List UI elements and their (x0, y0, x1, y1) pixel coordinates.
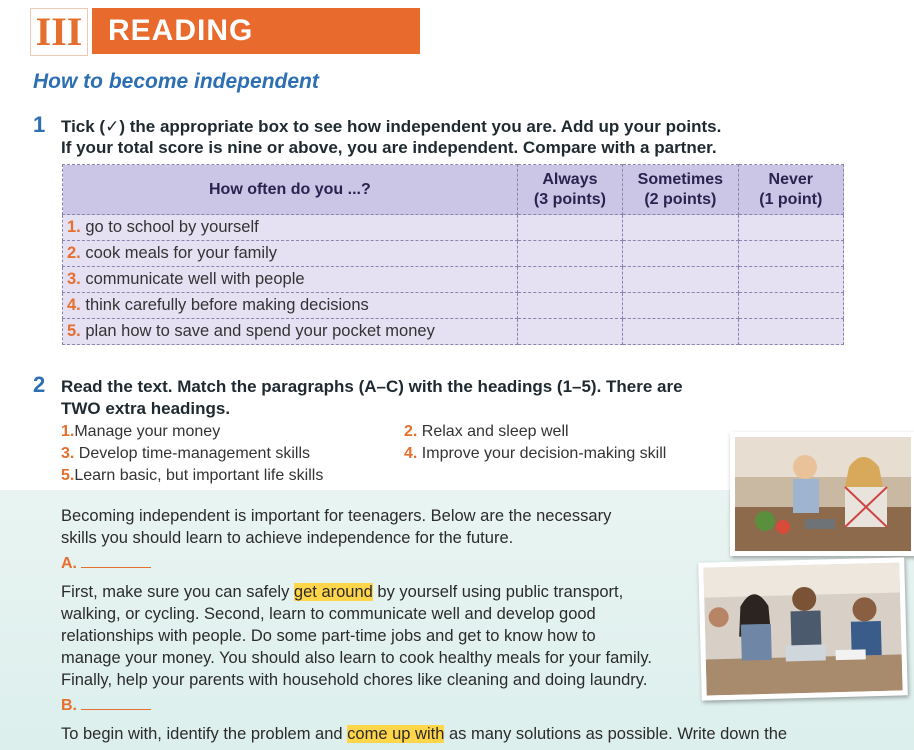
exercise-1-instruction-line2: If your total score is nine or above, you are independent. Compare with a partner. (61, 138, 717, 157)
col-always-points: (3 points) (533, 190, 606, 208)
heading-text: Relax and sleep well (421, 423, 569, 440)
heading-text: Learn basic, but important life skills (74, 467, 324, 484)
exercise-1-number: 1 (33, 112, 46, 137)
section-title: READING (92, 8, 420, 54)
table-row (63, 319, 844, 345)
sometimes-checkbox-cell[interactable] (623, 319, 738, 345)
exercise-2-instruction-line1: Read the text. Match the paragraphs (A–C) with the headings (1–5). There are (61, 377, 683, 396)
paragraph-a-line5: Finally, help your parents with household chores like cleaning and doing laundry. (61, 671, 648, 689)
sometimes-checkbox-cell[interactable] (623, 215, 738, 241)
students-photo (698, 557, 908, 700)
exercise-2-instruction-line2: TWO extra headings. (61, 399, 231, 418)
table-row (63, 267, 844, 293)
never-checkbox-cell[interactable] (738, 215, 843, 241)
always-checkbox-cell[interactable] (517, 215, 622, 241)
col-never-header (738, 165, 843, 215)
passage-intro-line2: skills you should learn to achieve independence for the future. (61, 529, 514, 547)
never-checkbox-cell[interactable] (738, 267, 843, 293)
question-cell (63, 267, 518, 293)
answer-blank[interactable] (81, 709, 151, 710)
paragraph-a-line2: walking, or cycling. Second, learn to communicate well and develop good (61, 605, 596, 623)
table-row (63, 293, 844, 319)
heading-option: 3. Develop time-management skills (61, 445, 310, 462)
page-subtitle: How to become independent (33, 70, 319, 93)
col-never-points: (1 point) (759, 190, 823, 208)
row-number: 3. (67, 270, 81, 288)
question-text: think carefully before making decisions (85, 296, 369, 314)
heading-option: 2. Relax and sleep well (404, 423, 569, 440)
heading-text: Manage your money (74, 423, 221, 440)
question-cell (63, 241, 518, 267)
row-number: 2. (67, 244, 81, 262)
paragraph-a-heading-blank[interactable]: A. (61, 555, 151, 573)
never-checkbox-cell[interactable] (738, 293, 843, 319)
col-always-label: Always (542, 170, 598, 188)
heading-option: 4. Improve your decision-making skill (404, 445, 667, 462)
always-checkbox-cell[interactable] (517, 293, 622, 319)
paragraph-a-line3: relationships with people. Do some part-time jobs and get to know how to (61, 627, 596, 645)
exercise-1-instruction-line1: Tick (✓) the appropriate box to see how independent you are. Add up your points. (61, 117, 722, 136)
always-checkbox-cell[interactable] (517, 241, 622, 267)
table-header-row (63, 165, 844, 215)
heading-text: Develop time-management skills (78, 445, 310, 462)
cooking-scene-image (735, 437, 911, 551)
cooking-photo (730, 432, 914, 556)
row-number: 4. (67, 296, 81, 314)
always-checkbox-cell[interactable] (517, 319, 622, 345)
exercise-2-number: 2 (33, 372, 46, 397)
highlighted-phrase: get around (293, 583, 373, 601)
independence-quiz-table (62, 164, 844, 345)
paragraph-a-line1: First, make sure you can safely get around by yourself using public transport, (61, 583, 624, 601)
question-cell (63, 293, 518, 319)
heading-option: 1.Manage your money (61, 423, 221, 440)
never-checkbox-cell[interactable] (738, 241, 843, 267)
row-number: 1. (67, 218, 81, 236)
col-sometimes-label: Sometimes (637, 170, 724, 188)
paragraph-b-line1: To begin with, identify the problem and come up with as many solutions as possible. Write down the (61, 725, 788, 743)
question-text: communicate well with people (85, 270, 305, 288)
students-discussion-image (703, 562, 902, 695)
col-sometimes-points: (2 points) (644, 190, 717, 208)
col-always-header (517, 165, 622, 215)
col-sometimes-header (623, 165, 738, 215)
question-text: plan how to save and spend your pocket money (85, 322, 435, 340)
highlighted-phrase: come up with (347, 725, 445, 743)
never-checkbox-cell[interactable] (738, 319, 843, 345)
question-text: cook meals for your family (85, 244, 278, 262)
question-text: go to school by yourself (85, 218, 259, 236)
row-number: 5. (67, 322, 81, 340)
heading-text: Improve your decision-making skill (421, 445, 667, 462)
sometimes-checkbox-cell[interactable] (623, 293, 738, 319)
paragraph-a-line4: manage your money. You should also learn to cook healthy meals for your family. (61, 649, 652, 667)
col-never-label: Never (768, 170, 814, 188)
section-number: III (30, 8, 88, 56)
always-checkbox-cell[interactable] (517, 267, 622, 293)
table-row (63, 241, 844, 267)
passage-intro-line1: Becoming independent is important for teenagers. Below are the necessary (61, 507, 612, 525)
col-question-header: How often do you ...? (63, 165, 518, 215)
paragraph-b-heading-blank[interactable]: B. (61, 697, 151, 715)
question-cell (63, 319, 518, 345)
table-row (63, 215, 844, 241)
sometimes-checkbox-cell[interactable] (623, 241, 738, 267)
question-cell (63, 215, 518, 241)
sometimes-checkbox-cell[interactable] (623, 267, 738, 293)
answer-blank[interactable] (81, 567, 151, 568)
heading-option: 5.Learn basic, but important life skills (61, 467, 324, 484)
